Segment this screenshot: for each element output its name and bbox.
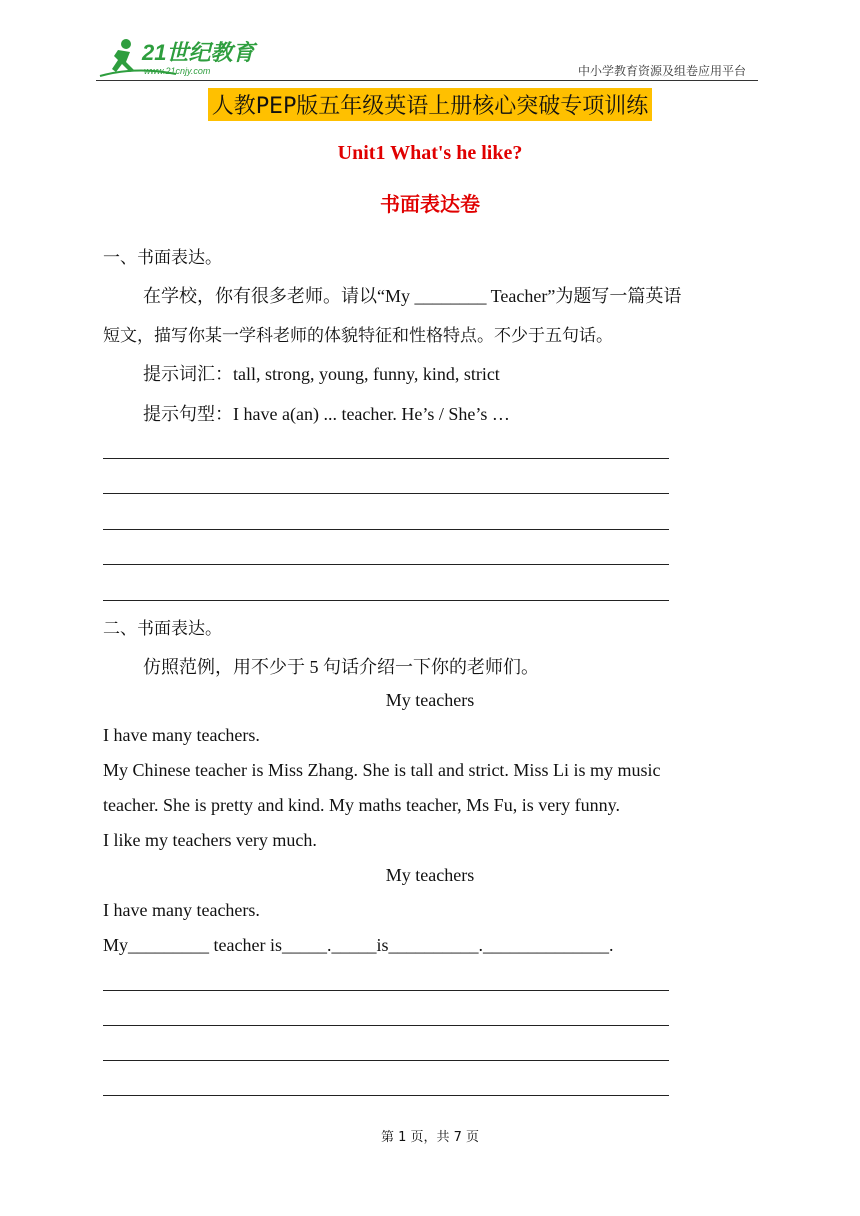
answer-line[interactable] bbox=[103, 1060, 669, 1061]
answer-line[interactable] bbox=[103, 458, 669, 459]
section1-prompt-line1: 在学校，你有很多老师。请以“My ________ Teacher”为题写一篇英语 bbox=[143, 286, 682, 306]
example-line-3: teacher. She is pretty and kind. My maths teacher, Ms Fu, is very funny. bbox=[103, 795, 621, 815]
answer-line[interactable] bbox=[103, 529, 669, 530]
example-line-1: I have many teachers. bbox=[103, 725, 260, 745]
site-logo bbox=[96, 36, 276, 80]
logo-url: www.21cnjy.com bbox=[144, 66, 211, 76]
runner-logo-icon bbox=[96, 36, 276, 80]
task-title: My teachers bbox=[385, 865, 475, 885]
section1-hint-words: 提示词汇：tall, strong, young, funny, kind, strict bbox=[143, 364, 500, 384]
answer-line[interactable] bbox=[103, 493, 669, 494]
answer-line[interactable] bbox=[103, 1095, 669, 1096]
section2-heading: 二、书面表达。 bbox=[103, 619, 222, 639]
site-tagline: 中小学教育资源及组卷应用平台 bbox=[577, 64, 746, 78]
example-line-4: I like my teachers very much. bbox=[103, 830, 317, 850]
answer-line[interactable] bbox=[103, 564, 669, 565]
unit-title: Unit1 What's he like? bbox=[337, 142, 523, 164]
main-title-row bbox=[0, 88, 860, 121]
section1-heading: 一、书面表达。 bbox=[103, 248, 222, 268]
section2-instruction: 仿照范例，用不少于 5 句话介绍一下你的老师们。 bbox=[143, 657, 539, 677]
main-title: 人教PEP版五年级英语上册核心突破专项训练 bbox=[208, 88, 652, 121]
paper-title: 书面表达卷 bbox=[380, 192, 480, 216]
logo-text: 21世纪教育 bbox=[142, 40, 255, 65]
task-line-2[interactable]: My_________ teacher is_____._____is__________.______________. bbox=[103, 935, 614, 955]
example-line-2: My Chinese teacher is Miss Zhang. She is tall and strict. Miss Li is my music bbox=[103, 760, 661, 780]
page-number: 第 1 页，共 7 页 bbox=[380, 1130, 480, 1145]
answer-line[interactable] bbox=[103, 1025, 669, 1026]
task-line-1: I have many teachers. bbox=[103, 900, 260, 920]
answer-line[interactable] bbox=[103, 990, 669, 991]
example-title: My teachers bbox=[385, 690, 475, 710]
section1-hint-pattern: 提示句型：I have a(an) ... teacher. He’s / She’s … bbox=[143, 404, 510, 424]
answer-line[interactable] bbox=[103, 600, 669, 601]
header-divider bbox=[96, 80, 758, 81]
section1-prompt-line2: 短文，描写你某一学科老师的体貌特征和性格特点。不少于五句话。 bbox=[103, 326, 613, 346]
